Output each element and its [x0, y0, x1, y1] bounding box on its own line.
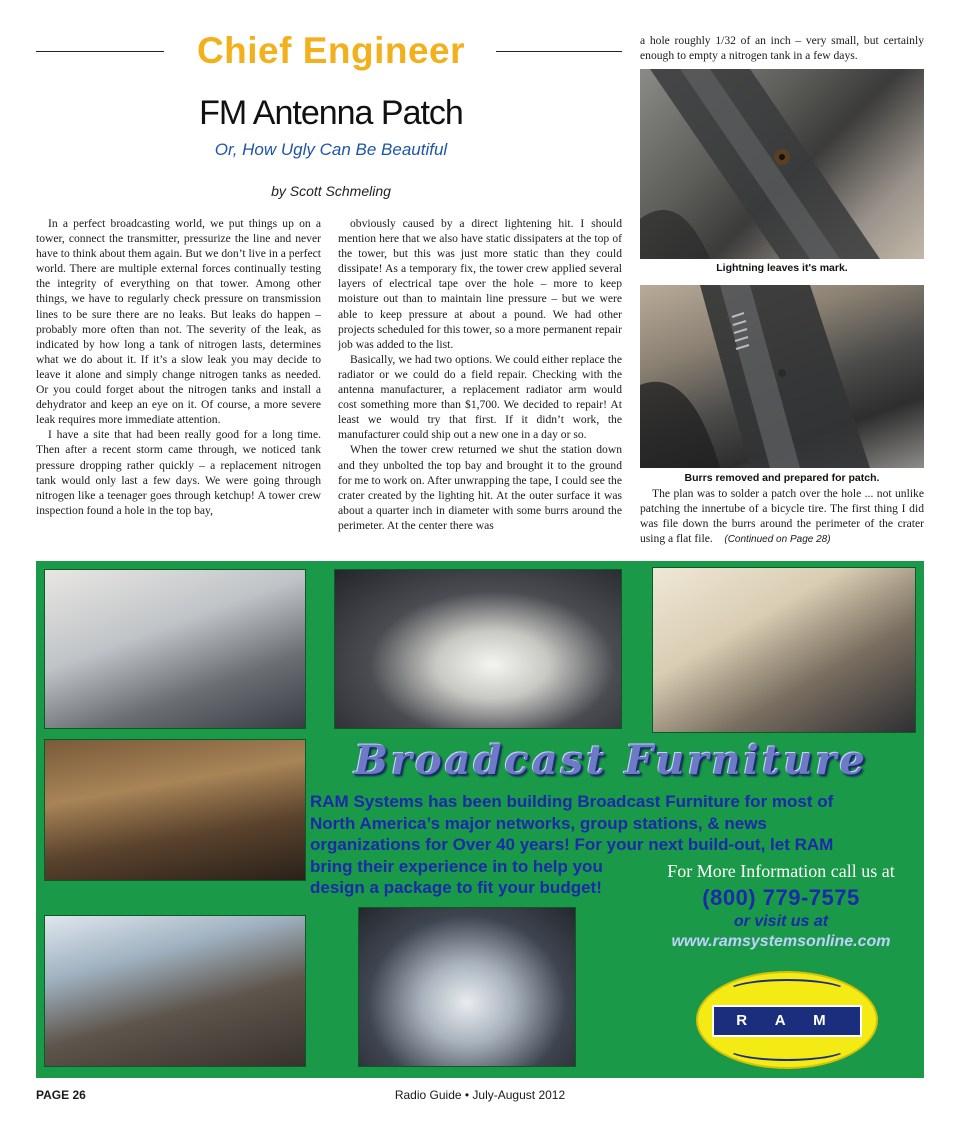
headline: FM Antenna Patch — [199, 94, 463, 132]
paragraph-text: The plan was to solder a patch over the hole ... not unlike patching the innertube of a bicycle tire. The first thing I did was file down the burrs around the perimeter of the crater using a flat file. — [640, 487, 924, 546]
studio-photo-5 — [44, 915, 306, 1067]
ad-body-main: RAM Systems has been building Broadcast Furniture for most of North America’s major networks, group stations, & news organizations for Over 40 years! For your next build-out, let RAM — [310, 792, 834, 854]
ad-title: Broadcast Furniture — [354, 737, 868, 784]
paragraph: a hole roughly 1/32 of an inch – very small, but certainly enough to empty a nitrogen tank in a few days. — [640, 34, 924, 63]
page-number: PAGE 26 — [36, 1088, 86, 1102]
paragraph — [640, 486, 924, 547]
section-title: Chief Engineer — [196, 30, 466, 71]
photo-caption-1: Lightning leaves it's mark. — [716, 262, 848, 274]
section-rule-right — [496, 51, 622, 52]
article-column-1 — [36, 216, 321, 548]
studio-photo-6 — [358, 907, 576, 1067]
paragraph: In a perfect broadcasting world, we put things up on a tower, connect the transmitter, pressurize the line and never have to think about them again. But we don’t live in a perfect world. There are multiple external forces continually testing the integrity of everything on that tower. Among other things, we have to regularly check pressure on transmission lines to be sure there are no leaks. But leaks do happen – probably more often than not. The severity of the leak, as indicated by how long a tank of nitrogen lasts, determines what we do about it. If it’s a slow leak you may decide to leave it alone and simply change nitrogen tanks as needed. Or you could forget about the nitrogen tanks and install a dehydrator and keep an eye on it. Of course, a more severe leak requires more immediate attention. — [36, 217, 321, 427]
photo-caption-2: Burrs removed and prepared for patch. — [684, 472, 880, 484]
photo-lightning-hole — [640, 69, 924, 259]
section-rule-left — [36, 51, 164, 52]
article-column-2 — [338, 216, 622, 548]
logo-arc-bottom — [726, 1035, 848, 1061]
paragraph: obviously caused by a direct lightening hit. I should mention here that we also have static dissipaters at the top of the tower, but this was just more static than they could dissipate! As a temporary fix, the tower crew applied several layers of electrical tape over the hole – more to keep moisture out than to maintain line pressure – but we were able to keep pressure at about a pound. We had other projects scheduled for this tower, so a more permanent repair job was added to the list. — [338, 217, 622, 351]
publication-info: Radio Guide • July-August 2012 — [394, 1088, 566, 1102]
ram-logo — [696, 971, 878, 1069]
ad-url-link[interactable]: www.ramsystemsonline.com — [671, 933, 891, 950]
paragraph: Basically, we had two options. We could either replace the radiator or we could do a field repair. Checking with the antenna manufacturer, a replacement radiator arm would cost something more than $1,700. We decided to repair! At least we would try that first. If it didn’t work, the manufacturer could ship out a new one in a day or so. — [338, 352, 622, 442]
ad-body — [310, 791, 900, 899]
photo-burrs-removed — [640, 285, 924, 468]
paragraph: When the tower crew returned we shut the station down and they unbolted the top bay and brought it to the ground for me to work on. After unwrapping the tape, I could see the crater created by the lighting hit. At the outer surface it was about a quarter inch in diameter with some burrs around the perimeter. At the center there was — [338, 443, 622, 532]
studio-photo-1 — [44, 569, 306, 729]
article-column-3-top — [640, 33, 924, 65]
ad-visit-text: or visit us at — [733, 913, 829, 930]
continued-link[interactable]: (Continued on Page 28) — [724, 534, 831, 546]
ad-info-text: For More Information call us at — [667, 861, 895, 881]
byline: by Scott Schmeling — [271, 183, 391, 199]
article-column-3-bottom — [640, 486, 924, 548]
pipe-illustration-1 — [640, 69, 924, 259]
studio-photo-3 — [652, 567, 916, 733]
paragraph: I have a site that had been really good for a long time. Then after a recent storm came through, we noticed tank pressure dropping rather quickly – a replacement nitrogen tank would only last a few days. We were going through nitrogen like a teenager goes through ketchup! A tower crew inspection found a hole in the top bay, — [36, 428, 321, 517]
studio-photo-2 — [334, 569, 622, 729]
logo-arc-top — [726, 979, 848, 1005]
broadcast-furniture-ad — [36, 561, 924, 1078]
logo-band: R A M — [712, 1005, 862, 1037]
pipe-illustration-2 — [640, 285, 924, 468]
ad-body-short: bring their experience in to help you design a package to fit your budget! — [310, 856, 603, 897]
subhead: Or, How Ugly Can Be Beautiful — [214, 140, 448, 159]
ad-phone[interactable]: (800) 779-7575 — [702, 885, 860, 910]
studio-photo-4 — [44, 739, 306, 881]
